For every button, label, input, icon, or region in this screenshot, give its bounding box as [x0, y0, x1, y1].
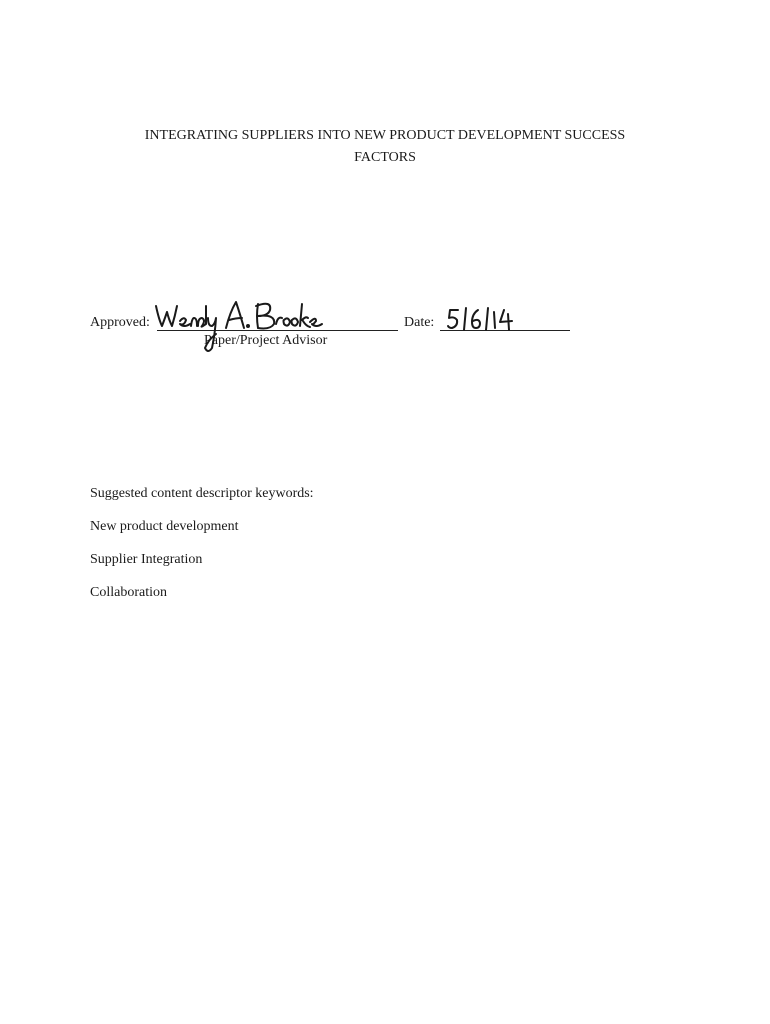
- keyword-item: Supplier Integration: [90, 552, 203, 567]
- advisor-label: Paper/Project Advisor: [204, 333, 328, 348]
- date-label: Date:: [404, 315, 435, 330]
- keyword-item: New product development: [90, 519, 239, 534]
- approved-label: Approved:: [90, 315, 150, 330]
- keywords-heading: Suggested content descriptor keywords:: [90, 486, 314, 501]
- keyword-item: Collaboration: [90, 585, 167, 600]
- document-title-line-2: FACTORS: [354, 150, 416, 165]
- handwritten-date: [446, 306, 526, 334]
- document-title-line-1: INTEGRATING SUPPLIERS INTO NEW PRODUCT DEVELOPMENT SUCCESS: [144, 128, 626, 143]
